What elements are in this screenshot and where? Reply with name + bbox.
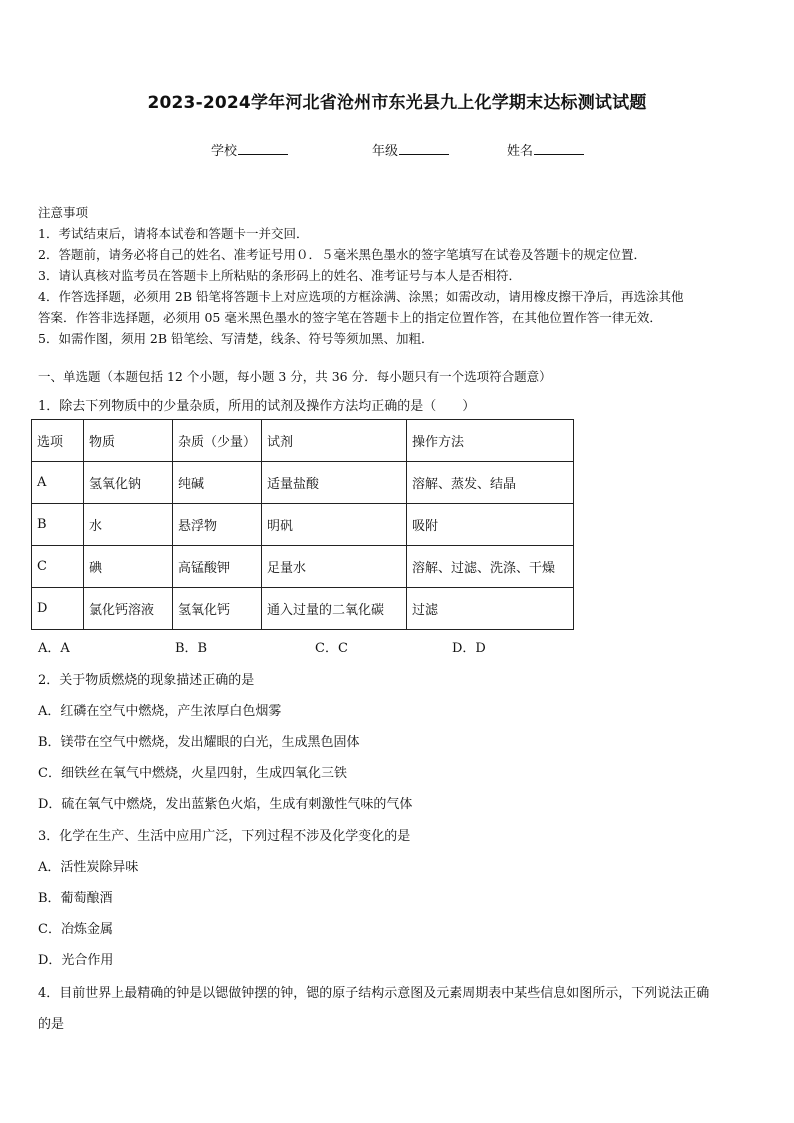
table-cell: 氢氧化钙	[173, 588, 262, 630]
q4-stem-line1: 4．目前世界上最精确的钟是以锶做钟摆的钟，锶的原子结构示意图及元素周期表中某些信息如图所示，下列说法正确	[38, 986, 710, 1001]
table-row	[32, 504, 574, 546]
table-header-cell: 试剂	[262, 420, 407, 462]
table-cell: 氢氧化钠	[84, 462, 173, 504]
grade-blank	[399, 143, 449, 155]
note-item: 2．答题前，请务必将自己的姓名、准考证号用０．５毫米黑色墨水的签字笔填写在试卷及答题卡的规定位置．	[38, 247, 646, 262]
q2-option-b: B．镁带在空气中燃烧，发出耀眼的白光，生成黑色固体	[38, 735, 360, 750]
q3-stem: 3．化学在生产、生活中应用广泛，下列过程不涉及化学变化的是	[38, 829, 411, 844]
table-row	[32, 462, 574, 504]
table-cell: 通入过量的二氧化碳	[262, 588, 407, 630]
table-cell: 明矾	[262, 504, 407, 546]
note-item: 4．作答选择题，必须用 2B 铅笔将答题卡上对应选项的方框涂满、涂黑；如需改动，请用橡皮擦干净后，再选涂其他	[38, 289, 684, 304]
choice-c: C．C	[315, 641, 348, 656]
table-cell: D	[32, 588, 84, 630]
q3-option-a: A．活性炭除异味	[38, 860, 139, 875]
q3-option-c: C．冶炼金属	[38, 922, 113, 937]
name-label: 姓名	[507, 144, 534, 159]
table-cell: B	[32, 504, 84, 546]
q3-option-b: B．葡萄酿酒	[38, 891, 113, 906]
table-cell: 纯碱	[173, 462, 262, 504]
table-cell: A	[32, 462, 84, 504]
school-label: 学校	[211, 144, 238, 159]
note-item: 1．考试结束后，请将本试卷和答题卡一并交回．	[38, 226, 309, 241]
table-cell: 高锰酸钾	[173, 546, 262, 588]
exam-notes	[38, 202, 768, 349]
choice-a: A．A	[38, 641, 70, 656]
table-cell: 碘	[84, 546, 173, 588]
q2-option-d: D．硫在氧气中燃烧，发出蓝紫色火焰，生成有刺激性气味的气体	[38, 797, 413, 812]
table-cell: 过滤	[407, 588, 574, 630]
note-item: 3．请认真核对监考员在答题卡上所粘贴的条形码上的姓名、准考证号与本人是否相符．	[38, 268, 521, 283]
name-blank	[534, 143, 584, 155]
table-cell: 悬浮物	[173, 504, 262, 546]
q1-stem: 1．除去下列物质中的少量杂质，所用的试剂及操作方法均正确的是（ ）	[38, 399, 476, 414]
choice-b: B．B	[175, 641, 208, 656]
q1-table	[31, 419, 574, 630]
page-title: 2023-2024学年河北省沧州市东光县九上化学期末达标测试试题	[147, 93, 647, 113]
table-cell: 溶解、过滤、洗涤、干燥	[407, 546, 574, 588]
table-cell: 氯化钙溶液	[84, 588, 173, 630]
table-row	[32, 546, 574, 588]
table-header-cell: 选项	[32, 420, 84, 462]
table-header-cell: 物质	[84, 420, 173, 462]
table-cell: 溶解、蒸发、结晶	[407, 462, 574, 504]
name-field	[507, 140, 584, 159]
grade-field	[372, 140, 449, 159]
table-header-row	[32, 420, 574, 462]
school-field	[211, 140, 288, 159]
table-cell: 水	[84, 504, 173, 546]
table-cell: C	[32, 546, 84, 588]
note-item: 5．如需作图，须用 2B 铅笔绘、写清楚，线条、符号等须加黑、加粗．	[38, 331, 434, 346]
q2-option-c: C．细铁丝在氧气中燃烧，火星四射，生成四氧化三铁	[38, 766, 347, 781]
q2-stem: 2．关于物质燃烧的现象描述正确的是	[38, 673, 255, 688]
q3-option-d: D．光合作用	[38, 953, 114, 968]
table-cell: 吸附	[407, 504, 574, 546]
q4-stem-line2: 的是	[38, 1017, 65, 1032]
note-item: 答案．作答非选择题，必须用 05 毫米黑色墨水的签字笔在答题卡上的指定位置作答，在其他位置作答一律无效．	[38, 310, 662, 325]
section-title: 一、单选题（本题包括 12 个小题，每小题 3 分，共 36 分．每小题只有一个选项符合题意）	[38, 369, 552, 384]
table-header-cell: 杂质（少量）	[173, 420, 262, 462]
table-cell: 适量盐酸	[262, 462, 407, 504]
table-row	[32, 588, 574, 630]
choice-d: D．D	[452, 641, 486, 656]
table-header-cell: 操作方法	[407, 420, 574, 462]
q2-option-a: A．红磷在空气中燃烧，产生浓厚白色烟雾	[38, 704, 282, 719]
notes-heading: 注意事项	[38, 205, 89, 220]
school-blank	[238, 143, 288, 155]
table-cell: 足量水	[262, 546, 407, 588]
grade-label: 年级	[372, 144, 399, 159]
